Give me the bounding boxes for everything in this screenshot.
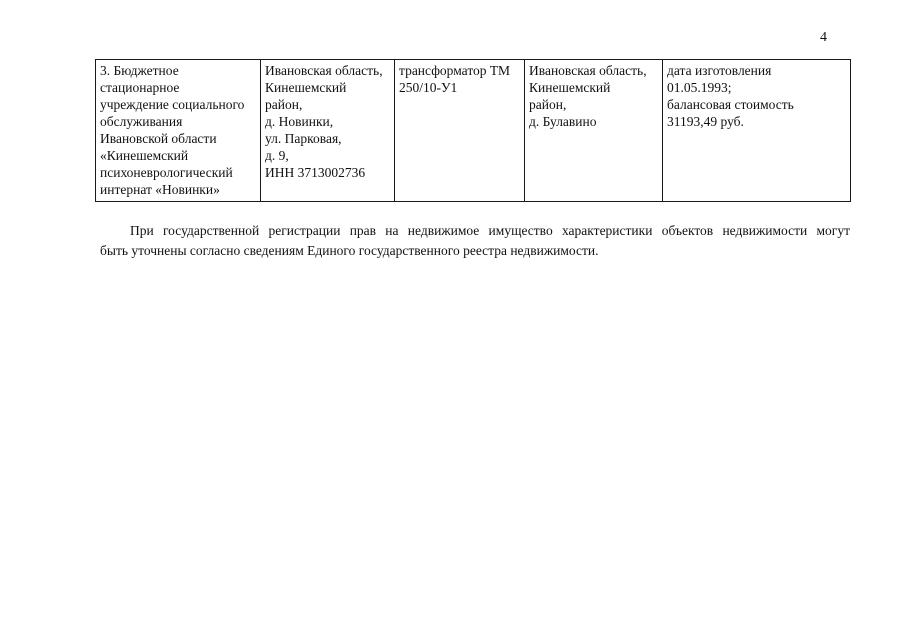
cell-text-line: район,	[265, 97, 303, 112]
table-cell-object	[395, 60, 525, 202]
cell-text-line: дата изготовления	[667, 63, 772, 78]
cell-text-line: д. 9,	[265, 148, 289, 163]
cell-text-line: обслуживания	[100, 114, 183, 129]
cell-text-line: ИНН 3713002736	[265, 165, 366, 180]
cell-text-line: Кинешемский	[265, 80, 347, 95]
cell-text-line: психоневрологический	[100, 165, 233, 180]
cell-text-line: 31193,49 руб.	[667, 114, 744, 129]
cell-text-line: район,	[529, 97, 567, 112]
table-cell-holder-address	[261, 60, 395, 202]
cell-text-line: д. Булавино	[529, 114, 597, 129]
cell-text-line: стационарное	[100, 80, 180, 95]
property-table	[95, 59, 851, 202]
cell-text-line: Кинешемский	[529, 80, 611, 95]
cell-text-line: д. Новинки,	[265, 114, 334, 129]
table-cell-holder	[96, 60, 261, 202]
cell-text-line: «Кинешемский	[100, 148, 189, 163]
cell-text-line: интернат «Новинки»	[100, 182, 220, 197]
table-cell-object-location	[525, 60, 663, 202]
note-line: При государственной регистрации прав на недвижимое имущество характеристики объектов недвижимости могут	[130, 223, 850, 238]
cell-text-line: учреждение социального	[100, 97, 245, 112]
cell-text-line: Ивановская область,	[265, 63, 383, 78]
table-cell-characteristics	[663, 60, 851, 202]
registration-note	[100, 221, 850, 261]
cell-text-line: Ивановская область,	[529, 63, 647, 78]
cell-text-line: 250/10-У1	[399, 80, 458, 95]
cell-text-line: ул. Парковая,	[265, 131, 342, 146]
cell-text-line: трансформатор ТМ	[399, 63, 510, 78]
cell-text-line: Ивановской области	[100, 131, 217, 146]
cell-text-line: балансовая стоимость	[667, 97, 794, 112]
table-row	[96, 60, 851, 202]
cell-text-line: 01.05.1993;	[667, 80, 732, 95]
note-line: быть уточнены согласно сведениям Единого государственного реестра недвижимости.	[100, 243, 599, 258]
cell-text-line: 3. Бюджетное	[100, 63, 179, 78]
page-number: 4	[820, 30, 827, 45]
